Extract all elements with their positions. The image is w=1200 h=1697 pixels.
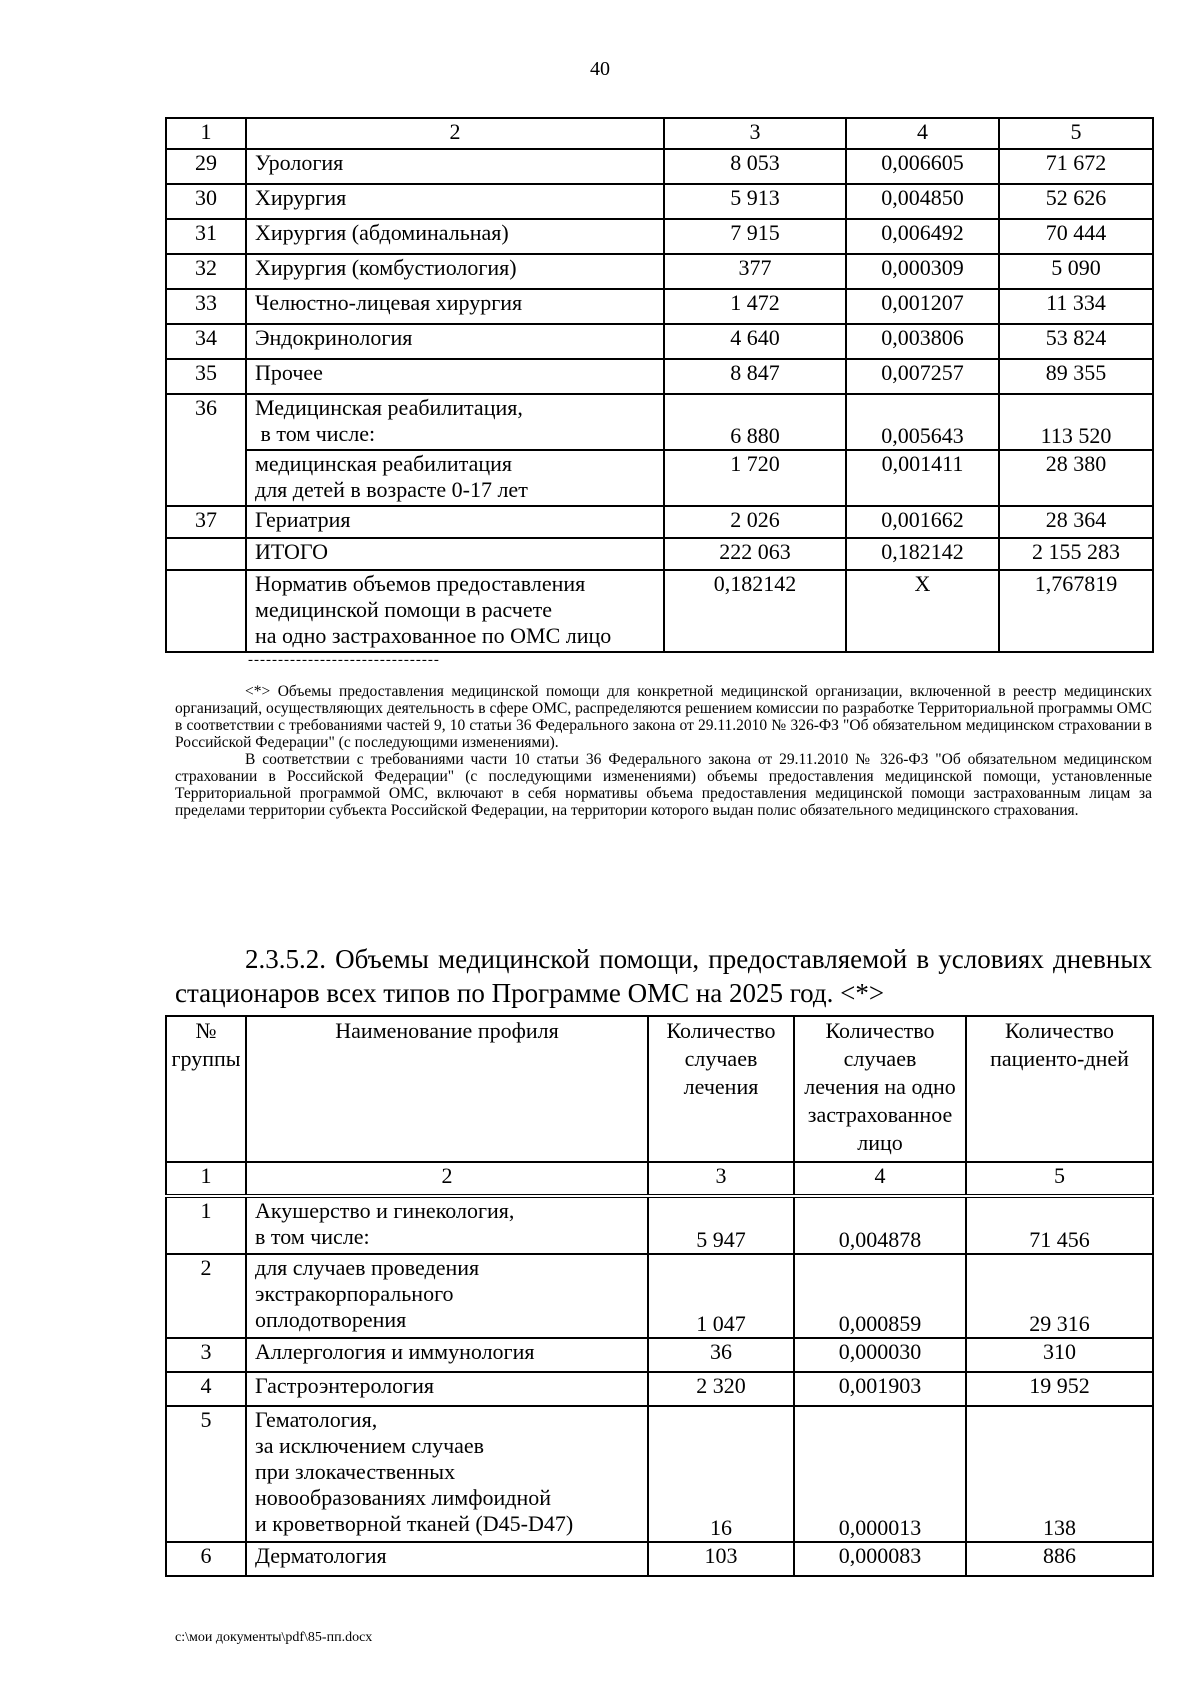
footnotes bbox=[175, 683, 1152, 819]
cases-value: 103 bbox=[648, 1542, 794, 1576]
col-number: 3 bbox=[664, 118, 846, 149]
profile-name bbox=[246, 1254, 648, 1338]
per-person-value: 0,000309 bbox=[846, 254, 999, 289]
norm-label-line: Норматив объемов предоставления bbox=[255, 571, 586, 596]
profile-name-line: медицинская реабилитация bbox=[255, 451, 513, 476]
profile-name-line: для случаев проведения bbox=[255, 1255, 480, 1280]
per-person-value: 0,006492 bbox=[846, 219, 999, 254]
table-row bbox=[166, 149, 1153, 184]
day-hospital-table bbox=[165, 1015, 1154, 1577]
col-number: 4 bbox=[846, 118, 999, 149]
cases-value: 2 320 bbox=[648, 1372, 794, 1406]
profile-name-line: для детей в возрасте 0-17 лет bbox=[255, 477, 528, 502]
table-row bbox=[166, 359, 1153, 394]
col-number: 1 bbox=[166, 1162, 246, 1196]
profile-name-line: Гематология, bbox=[255, 1407, 378, 1432]
days-value: 28 364 bbox=[999, 506, 1153, 538]
days-value: 71 456 bbox=[966, 1196, 1153, 1254]
col-number: 1 bbox=[166, 118, 246, 149]
profile-name-line: оплодотворения bbox=[255, 1307, 407, 1332]
cases-value: 2 026 bbox=[664, 506, 846, 538]
cases-value: 8 053 bbox=[664, 149, 846, 184]
header-profile-name: Наименование профиля bbox=[246, 1016, 648, 1162]
table-row bbox=[166, 219, 1153, 254]
days-value: 886 bbox=[966, 1542, 1153, 1576]
footnote-text: <*> Объемы предоставления медицинской помощи для конкретной медицинской организации, включенной в реестр медицинских организаций, осуществляющих деятельность в сфере ОМС, распределяются решением комиссии по разработке Территориальной программы ОМС в соответствии с требованиями частей 9, 10 статьи 36 Федерального закона от 29.11.2010 № 326-ФЗ "Об обязательном медицинском страховании в Российской Федерации" (с последующими изменениями). bbox=[175, 683, 1152, 751]
days-value: 28 380 bbox=[999, 450, 1153, 506]
per-person-value: 0,000013 bbox=[794, 1406, 966, 1542]
cases-value: 8 847 bbox=[664, 359, 846, 394]
days-value: 19 952 bbox=[966, 1372, 1153, 1406]
row-number: 2 bbox=[166, 1254, 246, 1338]
profile-name bbox=[246, 450, 664, 506]
table-header-row bbox=[166, 118, 1153, 149]
row-number: 34 bbox=[166, 324, 246, 359]
cases-value: 36 bbox=[648, 1338, 794, 1372]
header-line: лицо bbox=[857, 1130, 903, 1155]
profile-name-line: в том числе: bbox=[255, 1224, 370, 1249]
col-number: 5 bbox=[966, 1162, 1153, 1196]
profile-name: Гастроэнтерология bbox=[246, 1372, 648, 1406]
cases-value: 1 047 bbox=[648, 1254, 794, 1338]
col-number: 5 bbox=[999, 118, 1153, 149]
per-person-value: 0,004850 bbox=[846, 184, 999, 219]
norm-label bbox=[246, 570, 664, 652]
cases-value: 5 913 bbox=[664, 184, 846, 219]
row-number: 4 bbox=[166, 1372, 246, 1406]
table-row bbox=[166, 184, 1153, 219]
per-person-value: 0,000859 bbox=[794, 1254, 966, 1338]
profile-name-line: и кроветворной тканей (D45-D47) bbox=[255, 1511, 574, 1536]
per-person-value: 0,182142 bbox=[846, 538, 999, 570]
per-person-value: 0,005643 bbox=[846, 394, 999, 450]
table-header-row bbox=[166, 1016, 1153, 1162]
per-person-value: 0,004878 bbox=[794, 1196, 966, 1254]
column-numbering-row bbox=[166, 1162, 1153, 1196]
header-line: группы bbox=[171, 1046, 241, 1071]
cases-value: 7 915 bbox=[664, 219, 846, 254]
table-row bbox=[166, 394, 1153, 450]
row-number: 32 bbox=[166, 254, 246, 289]
row-number: 31 bbox=[166, 219, 246, 254]
cases-value: 5 947 bbox=[648, 1196, 794, 1254]
days-value: 29 316 bbox=[966, 1254, 1153, 1338]
header-group-number bbox=[166, 1016, 246, 1162]
table-row bbox=[166, 1406, 1153, 1542]
days-value: 138 bbox=[966, 1406, 1153, 1542]
profile-name-line: при злокачественных bbox=[255, 1459, 456, 1484]
row-number: 36 bbox=[166, 394, 246, 506]
per-person-value: 0,007257 bbox=[846, 359, 999, 394]
profile-name: Хирургия bbox=[246, 184, 664, 219]
header-cases-per-person bbox=[794, 1016, 966, 1162]
table-row bbox=[166, 1254, 1153, 1338]
table-row bbox=[166, 506, 1153, 538]
profile-name-line: за исключением случаев bbox=[255, 1433, 485, 1458]
row-number: 35 bbox=[166, 359, 246, 394]
days-value: 53 824 bbox=[999, 324, 1153, 359]
days-value: 70 444 bbox=[999, 219, 1153, 254]
norm-label-line: на одно застрахованное по ОМС лицо bbox=[255, 623, 612, 648]
table-row bbox=[166, 1338, 1153, 1372]
header-line: случаев bbox=[843, 1046, 917, 1071]
table-row bbox=[166, 1542, 1153, 1576]
table-row bbox=[166, 450, 1153, 506]
footnote-separator: -------------------------------- bbox=[248, 652, 440, 668]
row-number: 6 bbox=[166, 1542, 246, 1576]
top-volume-table bbox=[165, 117, 1154, 653]
days-value: 5 090 bbox=[999, 254, 1153, 289]
col-number: 2 bbox=[246, 1162, 648, 1196]
days-value: 52 626 bbox=[999, 184, 1153, 219]
header-line: лечения на одно bbox=[804, 1074, 956, 1099]
days-value: 2 155 283 bbox=[999, 538, 1153, 570]
header-cases bbox=[648, 1016, 794, 1162]
per-person-value: 0,006605 bbox=[846, 149, 999, 184]
header-line: Количество bbox=[825, 1018, 935, 1043]
header-line: застрахованное bbox=[807, 1102, 953, 1127]
cases-value: 377 bbox=[664, 254, 846, 289]
norm-label-line: медицинской помощи в расчете bbox=[255, 597, 552, 622]
header-line: № bbox=[195, 1018, 217, 1043]
days-value: 113 520 bbox=[999, 394, 1153, 450]
footnote-text: В соответствии с требованиями части 10 статьи 36 Федерального закона от 29.11.2010 № 326-ФЗ "Об обязательном медицинском страховании в Российской Федерации" (с последующими изменениями) объемы предоставления медицинской помощи, установленные Территориальной программой ОМС, включают в себя нормативы объема предоставления медицинской помощи застрахованным лицам за пределами территории субъекта Российской Федерации, на территории которого выдан полис обязательного медицинского страхования. bbox=[175, 751, 1152, 819]
profile-name: Челюстно-лицевая хирургия bbox=[246, 289, 664, 324]
profile-name: Урология bbox=[246, 149, 664, 184]
header-line: Количество bbox=[1004, 1018, 1115, 1043]
section-heading bbox=[175, 942, 1152, 1010]
profile-name bbox=[246, 1406, 648, 1542]
empty-cell bbox=[166, 538, 246, 570]
table-row bbox=[166, 1372, 1153, 1406]
per-person-value: 0,001903 bbox=[794, 1372, 966, 1406]
per-person-value: 0,000083 bbox=[794, 1542, 966, 1576]
profile-name: Гериатрия bbox=[246, 506, 664, 538]
col-number: 4 bbox=[794, 1162, 966, 1196]
section-heading-text: 2.3.5.2. Объемы медицинской помощи, предоставляемой в условиях дневных стационаров всех типов по Программе ОМС на 2025 год. <*> bbox=[175, 944, 1152, 1008]
page-number: 40 bbox=[590, 58, 610, 80]
header-line: случаев bbox=[684, 1046, 758, 1071]
col-number: 2 bbox=[246, 118, 664, 149]
profile-name-line: Акушерство и гинекология, bbox=[255, 1198, 515, 1223]
profile-name: Прочее bbox=[246, 359, 664, 394]
cases-value: 1 472 bbox=[664, 289, 846, 324]
cases-value: 6 880 bbox=[664, 394, 846, 450]
empty-cell bbox=[166, 570, 246, 652]
table-row bbox=[166, 289, 1153, 324]
cases-value: 1 720 bbox=[664, 450, 846, 506]
profile-name: Аллергология и иммунология bbox=[246, 1338, 648, 1372]
profile-name: Хирургия (комбустиология) bbox=[246, 254, 664, 289]
profile-name: Эндокринология bbox=[246, 324, 664, 359]
row-number: 30 bbox=[166, 184, 246, 219]
row-number: 37 bbox=[166, 506, 246, 538]
row-number: 3 bbox=[166, 1338, 246, 1372]
table-row bbox=[166, 254, 1153, 289]
cases-value: 222 063 bbox=[664, 538, 846, 570]
row-number: 1 bbox=[166, 1196, 246, 1254]
norm-row bbox=[166, 570, 1153, 652]
profile-name-line: в том числе: bbox=[255, 421, 376, 446]
days-value: 1,767819 bbox=[999, 570, 1153, 652]
days-value: 11 334 bbox=[999, 289, 1153, 324]
profile-name-line: экстракорпорального bbox=[255, 1281, 454, 1306]
row-number: 29 bbox=[166, 149, 246, 184]
profile-name bbox=[246, 1196, 648, 1254]
days-value: 310 bbox=[966, 1338, 1153, 1372]
profile-name-line: новообразованиях лимфоидной bbox=[255, 1485, 552, 1510]
footer-file-path: c:\мои документы\pdf\85-пп.docx bbox=[175, 1630, 373, 1645]
header-line: пациенто-дней bbox=[990, 1046, 1129, 1071]
header-line: лечения bbox=[683, 1074, 759, 1099]
header-line: Количество bbox=[666, 1018, 776, 1043]
days-value: 89 355 bbox=[999, 359, 1153, 394]
table-row bbox=[166, 324, 1153, 359]
cases-value: 16 bbox=[648, 1406, 794, 1542]
per-person-value: Х bbox=[846, 570, 999, 652]
table-row bbox=[166, 1196, 1153, 1254]
row-number: 5 bbox=[166, 1406, 246, 1542]
total-row bbox=[166, 538, 1153, 570]
header-patient-days bbox=[966, 1016, 1153, 1162]
profile-name-line: Медицинская реабилитация, bbox=[255, 395, 523, 420]
row-number: 33 bbox=[166, 289, 246, 324]
per-person-value: 0,000030 bbox=[794, 1338, 966, 1372]
col-number: 3 bbox=[648, 1162, 794, 1196]
per-person-value: 0,003806 bbox=[846, 324, 999, 359]
days-value: 71 672 bbox=[999, 149, 1153, 184]
profile-name bbox=[246, 394, 664, 450]
profile-name: Хирургия (абдоминальная) bbox=[246, 219, 664, 254]
per-person-value: 0,001207 bbox=[846, 289, 999, 324]
profile-name: Дерматология bbox=[246, 1542, 648, 1576]
cases-value: 4 640 bbox=[664, 324, 846, 359]
per-person-value: 0,001411 bbox=[846, 450, 999, 506]
total-label: ИТОГО bbox=[246, 538, 664, 570]
per-person-value: 0,001662 bbox=[846, 506, 999, 538]
cases-value: 0,182142 bbox=[664, 570, 846, 652]
